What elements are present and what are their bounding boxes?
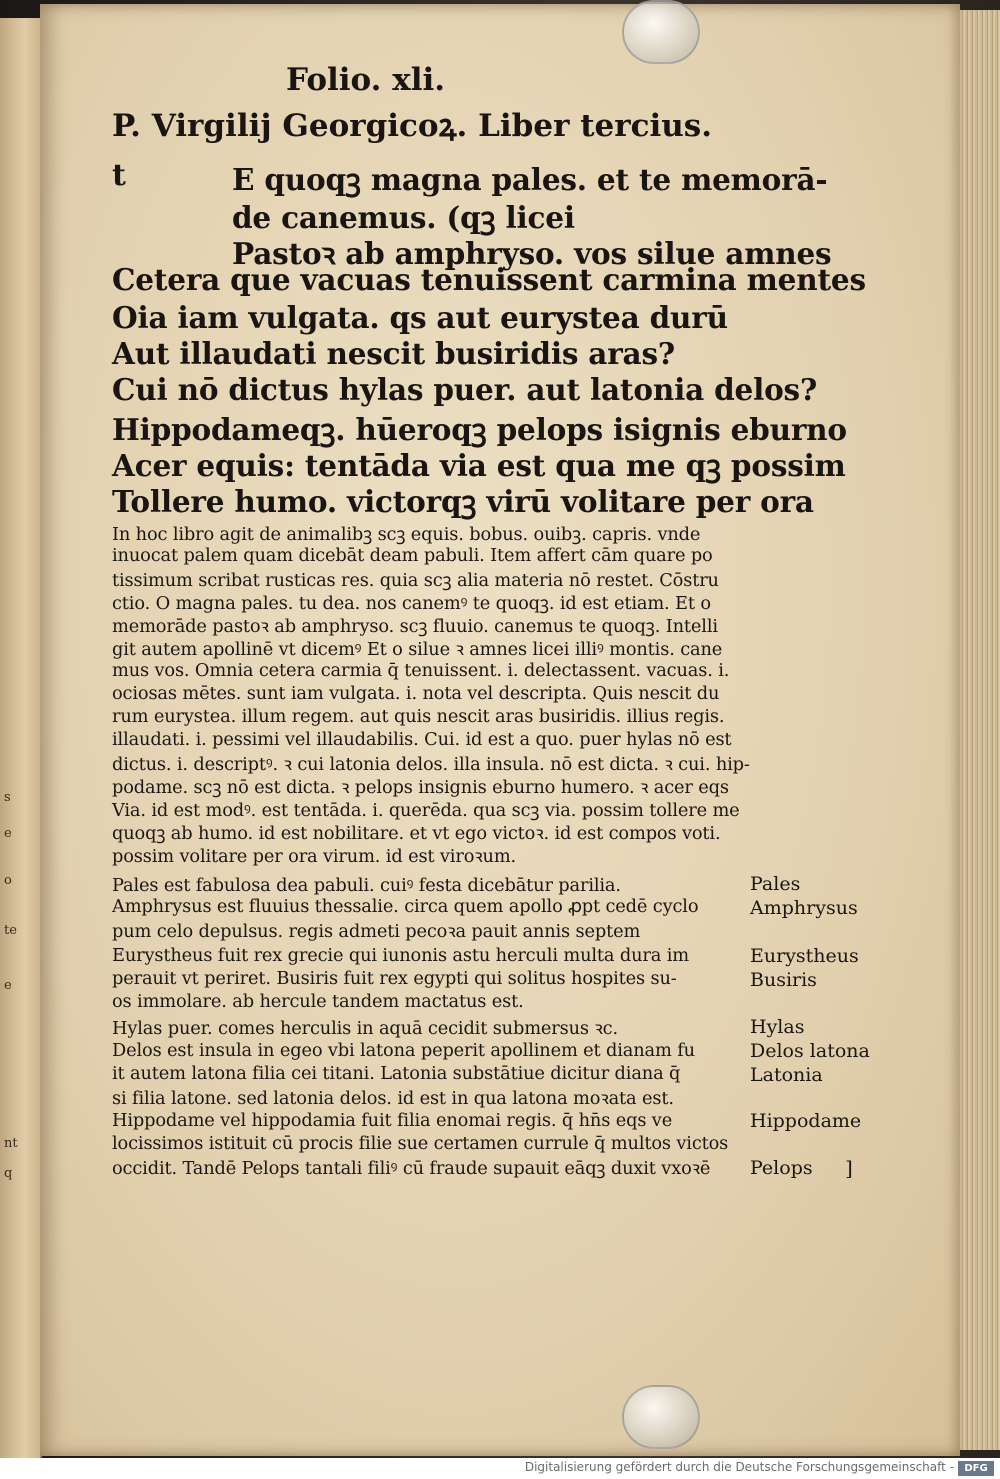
facing-page-fragment: e	[4, 978, 12, 993]
verse-line: Tollere humo. victorqꝫ virū volitare per ora	[112, 484, 814, 519]
commentary-line: tissimum scribat rusticas res. quia scꝫ alia materia nō restet. Cōstru	[112, 570, 719, 591]
commentary-line: Pales est fabulosa dea pabuli. cuiꝰ festa dicebātur parilia.	[112, 875, 621, 896]
commentary-line: Amphrysus est fluuius thessalie. circa quem apollo ꝓpt cedē cyclo	[112, 896, 699, 917]
verse-line: Acer equis: tentāda via est qua me qꝫ possim	[112, 448, 846, 483]
commentary-line: si filia latone. sed latonia delos. id est in qua latona moꝛata est.	[112, 1088, 674, 1109]
commentary-line: rum eurystea. illum regem. aut quis nescit aras busiridis. illius regis.	[112, 706, 725, 727]
facing-page-fragment: q	[4, 1166, 13, 1181]
commentary-line: Hippodame vel hippodamia fuit filia enomai regis. q̄ hn̄s eqs ve	[112, 1110, 673, 1131]
commentary-line: In hoc libro agit de animalibꝫ scꝫ equis. bobus. ouibꝫ. capris. vnde	[112, 524, 701, 545]
margin-bracket: ]	[845, 1156, 853, 1180]
verse-line: Pastoꝛ ab amphryso. vos silue amnes	[232, 236, 832, 271]
margin-note: Pelops	[750, 1157, 813, 1179]
verse-line: Aut illaudati nescit busiridis aras?	[112, 336, 675, 371]
verse-line: Cetera que vacuas tenuissent carmina mentes	[112, 262, 866, 297]
commentary-line: Delos est insula in egeo vbi latona peperit apollinem et dianam fu	[112, 1040, 695, 1061]
margin-note: Hippodame	[750, 1110, 862, 1132]
margin-note: Eurystheus	[750, 945, 859, 967]
dfg-logo: DFG	[958, 1461, 994, 1476]
margin-note: Delos latona	[750, 1040, 870, 1062]
commentary-line: ociosas mētes. sunt iam vulgata. i. nota vel descripta. Quis nescit du	[112, 683, 720, 704]
commentary-line: perauit vt periret. Busiris fuit rex egypti qui solitus hospites su-	[112, 968, 677, 989]
commentary-line: pum celo depulsus. regis admeti pecoꝛa pauit annis septem	[112, 921, 641, 942]
margin-note: Busiris	[750, 969, 817, 991]
page-clip-top	[622, 0, 700, 64]
verse-line: Oia iam vulgata. qs aut eurystea durū	[112, 300, 728, 335]
commentary-line: occidit. Tandē Pelops tantali filiꝰ cū fraude supauit eāqꝫ duxit vxoꝛē	[112, 1158, 711, 1179]
folio-number: Folio. xli.	[286, 62, 446, 98]
facing-page-fragment: te	[4, 923, 17, 938]
margin-note: Amphrysus	[750, 897, 858, 919]
book-title: P. Virgilij Georgicoꝝ. Liber tercius.	[112, 108, 713, 144]
commentary-line: ctio. O magna pales. tu dea. nos canemꝰ te quoqꝫ. id est etiam. Et o	[112, 593, 711, 614]
commentary-line: memorāde pastoꝛ ab amphryso. scꝫ fluuio. canemus te quoqꝫ. Intelli	[112, 616, 718, 637]
commentary-line: quoqꝫ ab humo. id est nobilitare. et vt ego victoꝛ. id est compos voti.	[112, 823, 721, 844]
verse-line: Cui nō dictus hylas puer. aut latonia delos?	[112, 372, 818, 407]
page-clip-bottom	[622, 1385, 700, 1449]
commentary-line: mus vos. Omnia cetera carmia q̄ tenuissent. i. delectassent. vacuas. i.	[112, 660, 730, 681]
commentary-line: os immolare. ab hercule tandem mactatus est.	[112, 991, 524, 1012]
guide-letter: t	[112, 158, 126, 193]
funding-credit: Digitalisierung gefördert durch die Deutsche Forschungsgemeinschaft -	[524, 1460, 954, 1474]
margin-note: Pales	[750, 873, 801, 895]
verse-line: Hippodameqꝫ. hūeroqꝫ pelops isignis eburno	[112, 412, 847, 447]
verse-line: de canemus. (qꝫ licei	[232, 200, 575, 235]
commentary-line: possim volitare per ora virum. id est viroꝛum.	[112, 846, 517, 867]
commentary-line: locissimos istituit cū procis filie sue certamen currule q̄ multos victos	[112, 1133, 729, 1154]
commentary-line: illaudati. i. pessimi vel illaudabilis. Cui. id est a quo. puer hylas nō est	[112, 729, 732, 750]
margin-note: Hylas	[750, 1016, 805, 1038]
commentary-line: it autem latona filia cei titani. Latonia substātiue dicitur diana q̄	[112, 1063, 681, 1084]
facing-page-fragment: e	[4, 826, 12, 841]
verse-line: E quoqꝫ magna pales. et te memorā-	[232, 162, 828, 197]
book-fore-edge	[960, 10, 1000, 1450]
facing-page-fragment: nt	[4, 1136, 18, 1151]
commentary-line: git autem apollinē vt dicemꝰ Et o silue ꝛ amnes licei illiꝰ montis. cane	[112, 639, 723, 660]
footer-bar	[0, 1458, 1000, 1479]
margin-note: Latonia	[750, 1064, 823, 1086]
commentary-line: podame. scꝫ nō est dicta. ꝛ pelops insignis eburno humero. ꝛ acer eqs	[112, 777, 729, 798]
commentary-line: Hylas puer. comes herculis in aquā cecidit submersus ꝛc.	[112, 1018, 618, 1039]
commentary-line: inuocat palem quam dicebāt deam pabuli. Item affert cām quare po	[112, 545, 713, 566]
facing-page-fragment: o	[4, 873, 12, 888]
commentary-line: dictus. i. descriptꝰ. ꝛ cui latonia delos. illa insula. nō est dicta. ꝛ cui. hip-	[112, 754, 750, 775]
commentary-line: Eurystheus fuit rex grecie qui iunonis astu herculi multa dura im	[112, 945, 689, 966]
facing-page-edge	[0, 18, 42, 1458]
commentary-line: Via. id est modꝰ. est tentāda. i. querēda. qua scꝫ via. possim tollere me	[112, 800, 740, 821]
facing-page-fragment: s	[4, 790, 11, 805]
